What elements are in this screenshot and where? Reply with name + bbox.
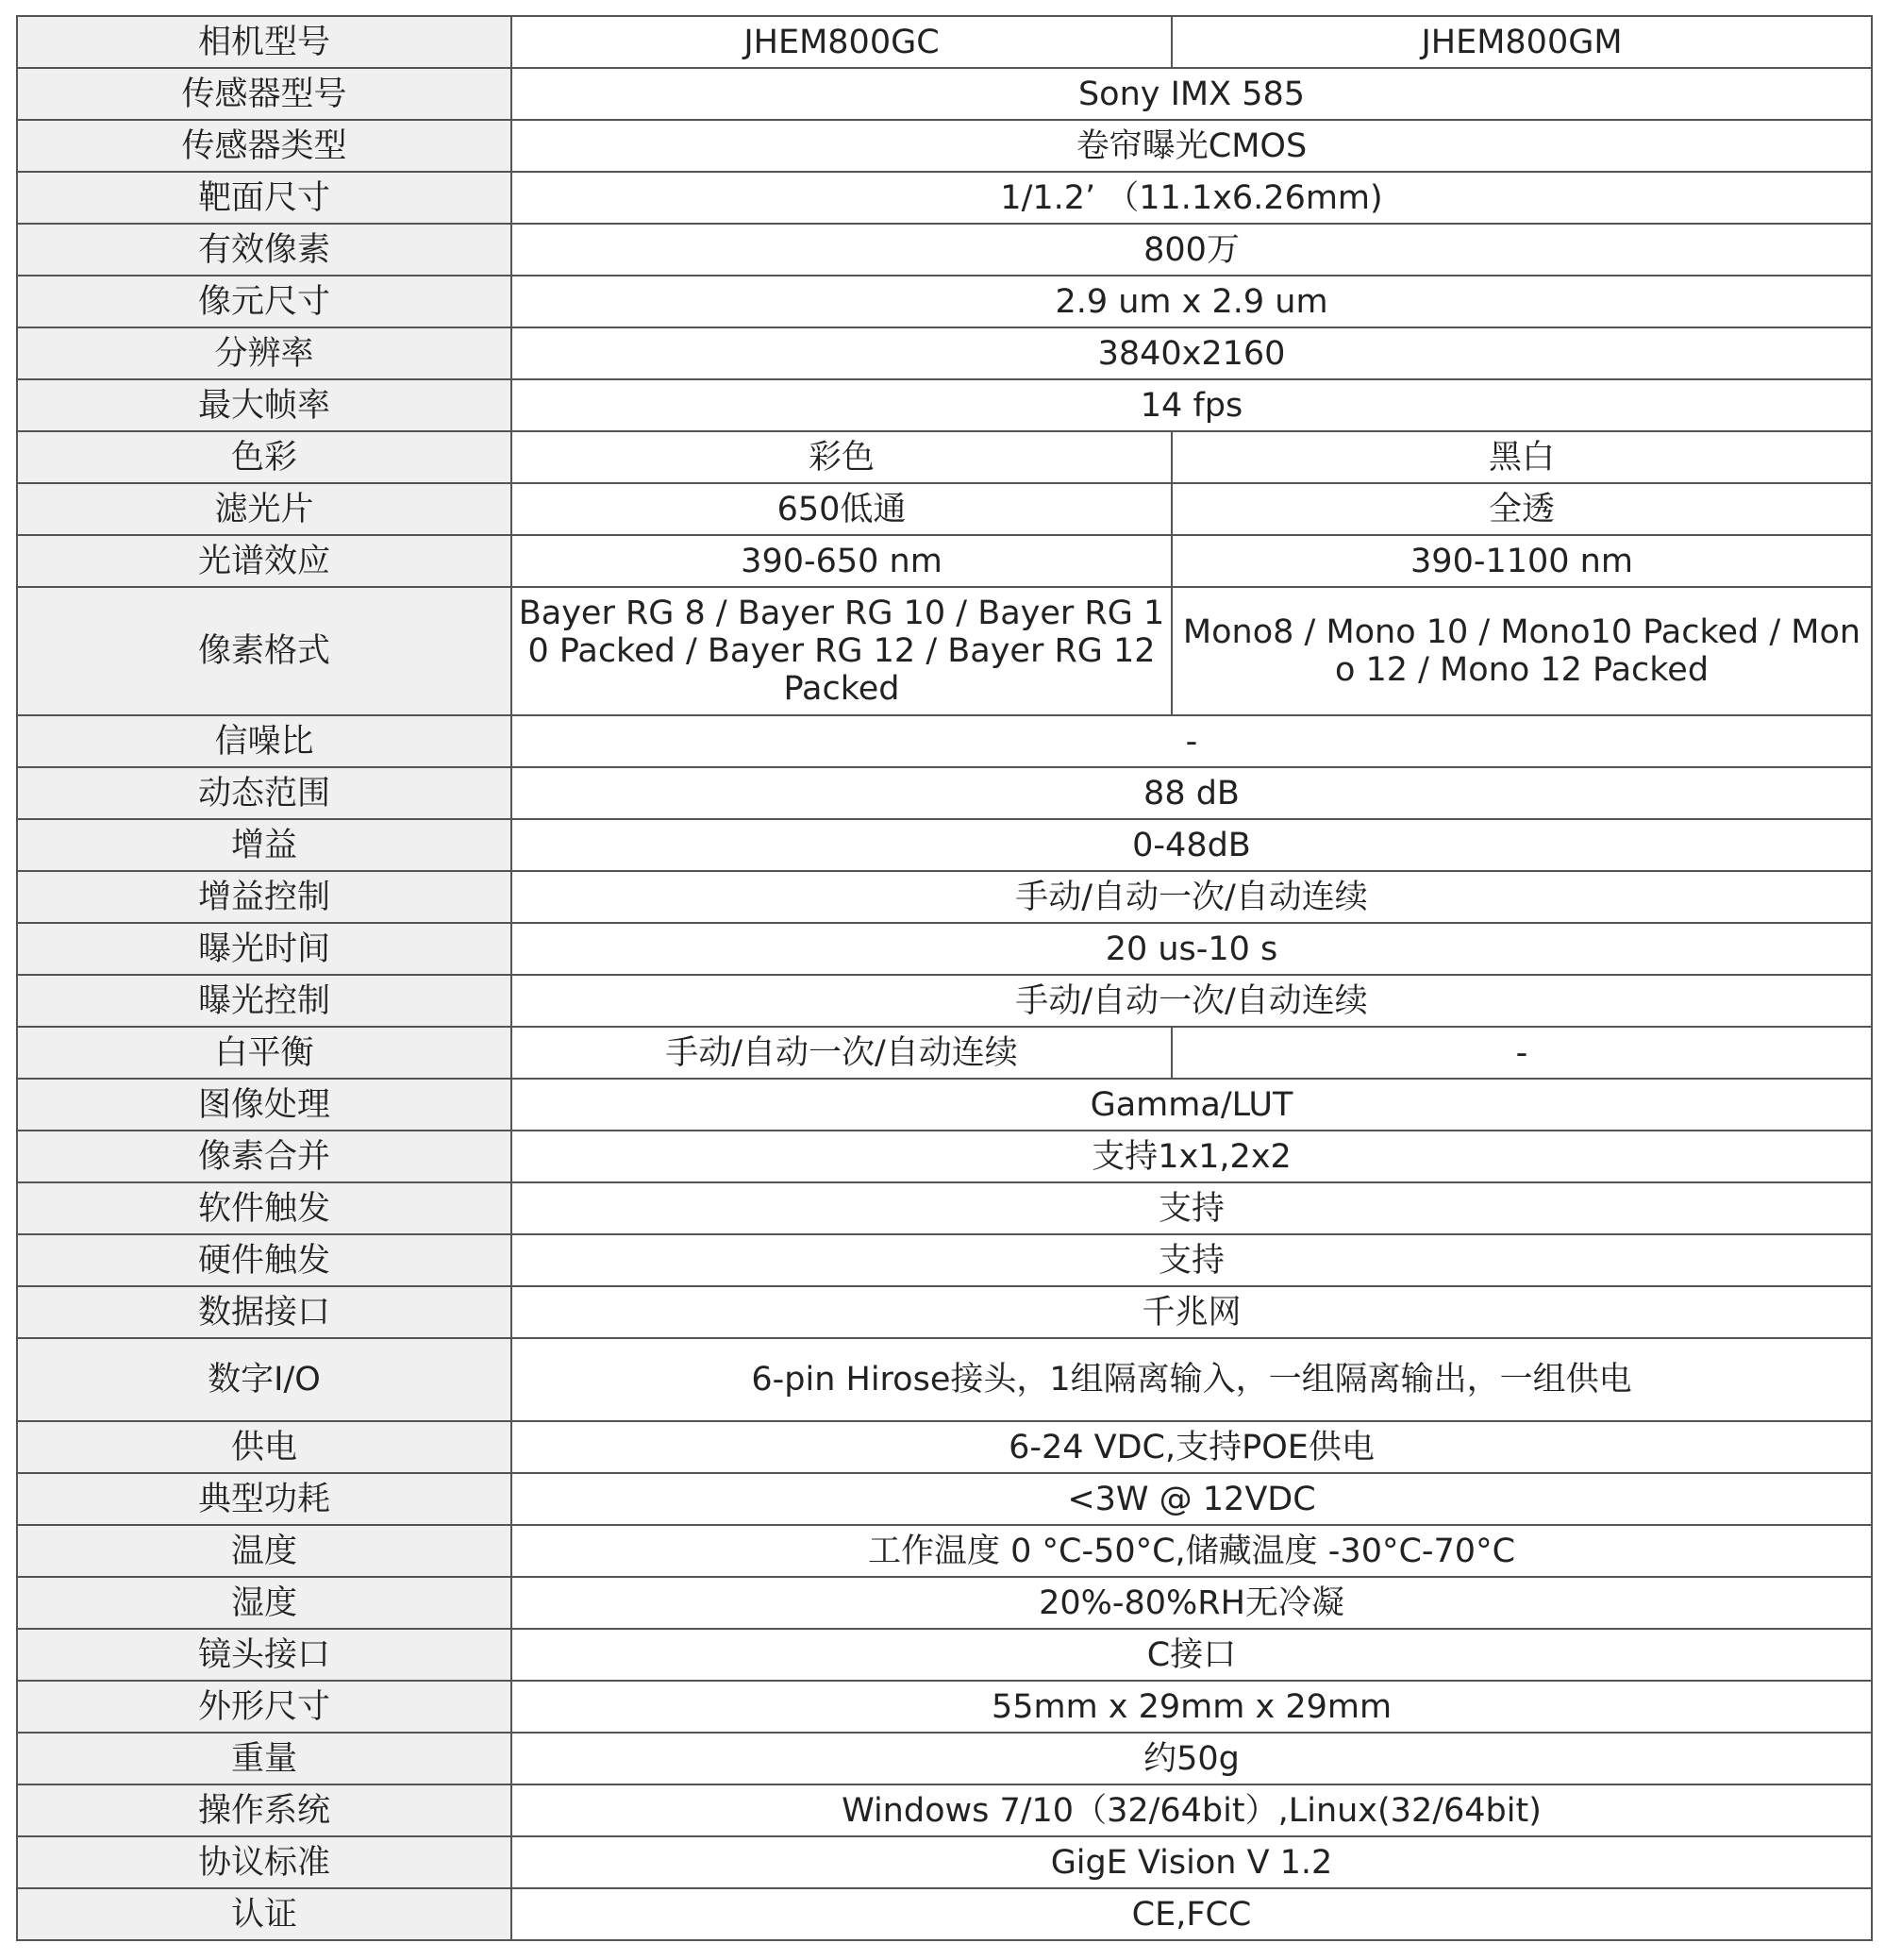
row-label: 图像处理 [17, 1079, 511, 1131]
row-label: 数字I/O [17, 1338, 511, 1421]
row-label: 白平衡 [17, 1027, 511, 1079]
row-label: 滤光片 [17, 483, 511, 535]
row-label: 传感器型号 [17, 68, 511, 120]
row-value: 手动/自动一次/自动连续 [511, 975, 1872, 1027]
row-label: 色彩 [17, 431, 511, 483]
row-label: 镜头接口 [17, 1629, 511, 1681]
row-value: C接口 [511, 1629, 1872, 1681]
table-row [17, 871, 1872, 923]
table-row [17, 1733, 1872, 1784]
row-value: 88 dB [511, 767, 1872, 819]
row-label: 曝光时间 [17, 923, 511, 975]
row-label: 外形尺寸 [17, 1681, 511, 1733]
row-value: 800万 [511, 224, 1872, 276]
table-row [17, 1421, 1872, 1473]
table-row [17, 327, 1872, 379]
table-row [17, 1681, 1872, 1733]
row-value: 手动/自动一次/自动连续 [511, 871, 1872, 923]
table-row [17, 535, 1872, 587]
spec-table-container [16, 15, 1871, 1941]
row-value: GigE Vision V 1.2 [511, 1836, 1872, 1888]
table-row [17, 975, 1872, 1027]
row-value: 工作温度 0 °C-50°C,储藏温度 -30°C-70°C [511, 1525, 1872, 1577]
row-label: 像元尺寸 [17, 276, 511, 327]
row-value: 20 us-10 s [511, 923, 1872, 975]
row-value: 14 fps [511, 379, 1872, 431]
table-row [17, 767, 1872, 819]
header-label: 相机型号 [17, 16, 511, 68]
row-label: 软件触发 [17, 1182, 511, 1234]
row-value-gc: 390-650 nm [511, 535, 1172, 587]
table-row [17, 1286, 1872, 1338]
row-label: 动态范围 [17, 767, 511, 819]
camera-spec-table [16, 15, 1873, 1941]
row-value-gm: 390-1100 nm [1172, 535, 1872, 587]
row-value: 0-48dB [511, 819, 1872, 871]
table-row [17, 120, 1872, 172]
row-label: 重量 [17, 1733, 511, 1784]
table-row [17, 1027, 1872, 1079]
table-row [17, 1784, 1872, 1836]
row-value-gm: 全透 [1172, 483, 1872, 535]
table-row [17, 1131, 1872, 1182]
row-label: 典型功耗 [17, 1473, 511, 1525]
table-row [17, 431, 1872, 483]
row-value: 6-pin Hirose接头，1组隔离输入，一组隔离输出，一组供电 [511, 1338, 1872, 1421]
row-label: 供电 [17, 1421, 511, 1473]
row-value-gm: Mono8 / Mono 10 / Mono10 Packed / Mono 12 / Mono 12 Packed [1172, 587, 1872, 715]
table-row [17, 1079, 1872, 1131]
row-value: Gamma/LUT [511, 1079, 1872, 1131]
table-row [17, 1473, 1872, 1525]
row-value: 支持1x1,2x2 [511, 1131, 1872, 1182]
row-value: 约50g [511, 1733, 1872, 1784]
table-row [17, 715, 1872, 767]
row-value: <3W @ 12VDC [511, 1473, 1872, 1525]
table-row [17, 1525, 1872, 1577]
row-label: 曝光控制 [17, 975, 511, 1027]
row-value-gm: 黑白 [1172, 431, 1872, 483]
row-label: 像素格式 [17, 587, 511, 715]
table-row [17, 1338, 1872, 1421]
table-row [17, 1836, 1872, 1888]
row-value-gc: 手动/自动一次/自动连续 [511, 1027, 1172, 1079]
row-label: 温度 [17, 1525, 511, 1577]
row-label: 湿度 [17, 1577, 511, 1629]
row-value: 3840x2160 [511, 327, 1872, 379]
row-label: 最大帧率 [17, 379, 511, 431]
row-value: 20%-80%RH无冷凝 [511, 1577, 1872, 1629]
table-row [17, 1234, 1872, 1286]
table-row [17, 224, 1872, 276]
row-label: 信噪比 [17, 715, 511, 767]
row-label: 数据接口 [17, 1286, 511, 1338]
row-value: 1/1.2’ （11.1x6.26mm) [511, 172, 1872, 224]
table-row [17, 483, 1872, 535]
row-label: 靶面尺寸 [17, 172, 511, 224]
table-row [17, 172, 1872, 224]
row-value-gc: Bayer RG 8 / Bayer RG 10 / Bayer RG 10 Packed / Bayer RG 12 / Bayer RG 12 Packed [511, 587, 1172, 715]
table-row [17, 276, 1872, 327]
row-label: 分辨率 [17, 327, 511, 379]
row-label: 硬件触发 [17, 1234, 511, 1286]
row-label: 增益 [17, 819, 511, 871]
table-row [17, 1629, 1872, 1681]
row-label: 增益控制 [17, 871, 511, 923]
row-value-gm: - [1172, 1027, 1872, 1079]
row-label: 像素合并 [17, 1131, 511, 1182]
table-row [17, 1888, 1872, 1940]
row-value: 千兆网 [511, 1286, 1872, 1338]
table-row [17, 587, 1872, 715]
table-row [17, 379, 1872, 431]
row-value: CE,FCC [511, 1888, 1872, 1940]
row-value: 支持 [511, 1234, 1872, 1286]
row-label: 认证 [17, 1888, 511, 1940]
row-value: 55mm x 29mm x 29mm [511, 1681, 1872, 1733]
row-value-gc: 彩色 [511, 431, 1172, 483]
row-value-gc: 650低通 [511, 483, 1172, 535]
row-label: 协议标准 [17, 1836, 511, 1888]
row-label: 传感器类型 [17, 120, 511, 172]
model-gc: JHEM800GC [511, 16, 1172, 68]
table-row [17, 68, 1872, 120]
table-header-row [17, 16, 1872, 68]
row-value: 6-24 VDC,支持POE供电 [511, 1421, 1872, 1473]
model-gm: JHEM800GM [1172, 16, 1872, 68]
row-value: 支持 [511, 1182, 1872, 1234]
row-value: - [511, 715, 1872, 767]
row-value: Sony IMX 585 [511, 68, 1872, 120]
row-label: 操作系统 [17, 1784, 511, 1836]
row-label: 光谱效应 [17, 535, 511, 587]
row-value: 2.9 um x 2.9 um [511, 276, 1872, 327]
row-value: Windows 7/10（32/64bit）,Linux(32/64bit) [511, 1784, 1872, 1836]
row-value: 卷帘曝光CMOS [511, 120, 1872, 172]
table-row [17, 1182, 1872, 1234]
table-row [17, 923, 1872, 975]
table-row [17, 819, 1872, 871]
row-label: 有效像素 [17, 224, 511, 276]
table-row [17, 1577, 1872, 1629]
